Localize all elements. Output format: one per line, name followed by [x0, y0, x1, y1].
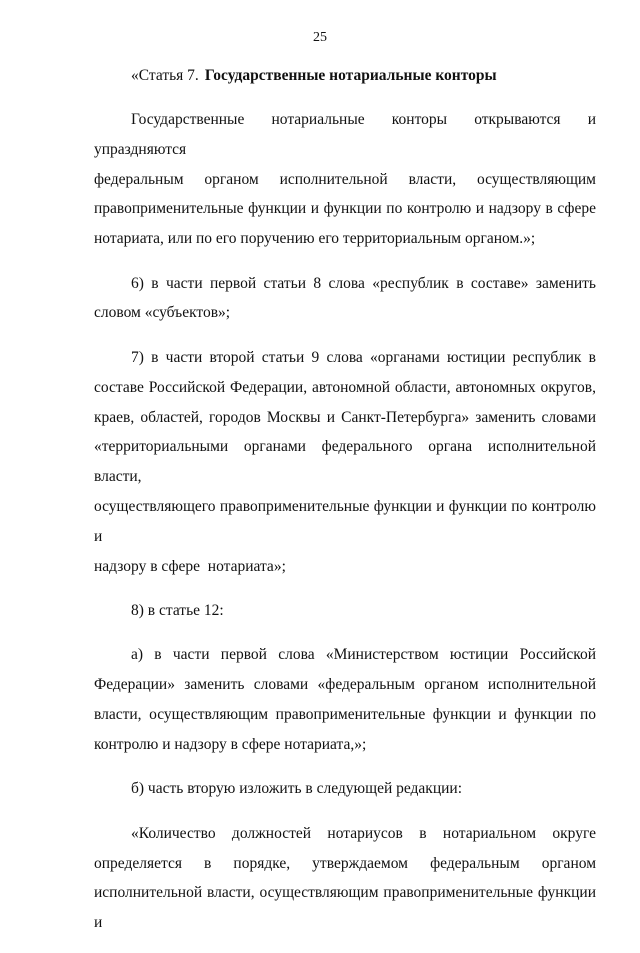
paragraph-article-7-text [94, 105, 596, 254]
paragraph-line: контролю и надзору в сфере нотариата,»; [94, 735, 367, 753]
paragraph-line: составе Российской Федерации, автономной области, автономных округов, [94, 378, 596, 396]
paragraph-line: 6) в части первой статьи 8 слова «республик в составе» заменить [131, 274, 596, 292]
paragraph-line: «территориальными органами федерального органа исполнительной власти, [94, 438, 596, 486]
paragraph-item-8 [94, 596, 596, 626]
paragraph-line: «Количество должностей нотариусов в нотариальном округе [131, 824, 596, 842]
paragraph-line: б) часть вторую изложить в следующей редакции: [131, 780, 463, 798]
paragraph-line: надзору в сфере нотариата»; [94, 557, 286, 575]
paragraph-item-7 [94, 343, 596, 581]
article-title: Государственные нотариальные конторы [204, 67, 497, 84]
paragraph-subitem-a [94, 640, 596, 759]
paragraph-line: а) в части первой слова «Министерством юстиции Российской [131, 646, 596, 664]
paragraph-line: осуществляющего правоприменительные функции и функции по контролю и [94, 497, 596, 545]
article-number: «Статья 7. [131, 67, 199, 84]
article-heading [94, 61, 596, 91]
paragraph-line: федеральным органом исполнительной власти, осуществляющим [94, 170, 596, 188]
paragraph-line: словом «субъектов»; [94, 304, 231, 322]
paragraph-line: Государственные нотариальные конторы открываются и упраздняются [94, 110, 596, 158]
paragraph-line: власти, осуществляющим правоприменительные функции и функции по [94, 706, 596, 724]
document-body [94, 61, 596, 953]
paragraph-subitem-b [94, 774, 596, 804]
page-number: 25 [313, 30, 327, 45]
paragraph-line: правоприменительные функции и функции по контролю и надзору в сфере [94, 200, 596, 218]
paragraph-line: 8) в статье 12: [131, 602, 224, 619]
paragraph-quoted-text [94, 819, 596, 938]
paragraph-line: Федерации» заменить словами «федеральным органом исполнительной [94, 676, 596, 694]
paragraph-line: краев, областей, городов Москвы и Санкт-Петербурга» заменить словами [94, 408, 596, 426]
paragraph-line: исполнительной власти, осуществляющим правоприменительные функции и [94, 884, 596, 932]
paragraph-line: нотариата, или по его поручению его территориальным органом.»; [94, 230, 536, 248]
paragraph-item-6 [94, 269, 596, 329]
paragraph-line: определяется в порядке, утверждаемом федеральным органом [94, 854, 596, 872]
paragraph-line: 7) в части второй статьи 9 слова «органами юстиции республик в [131, 348, 596, 366]
